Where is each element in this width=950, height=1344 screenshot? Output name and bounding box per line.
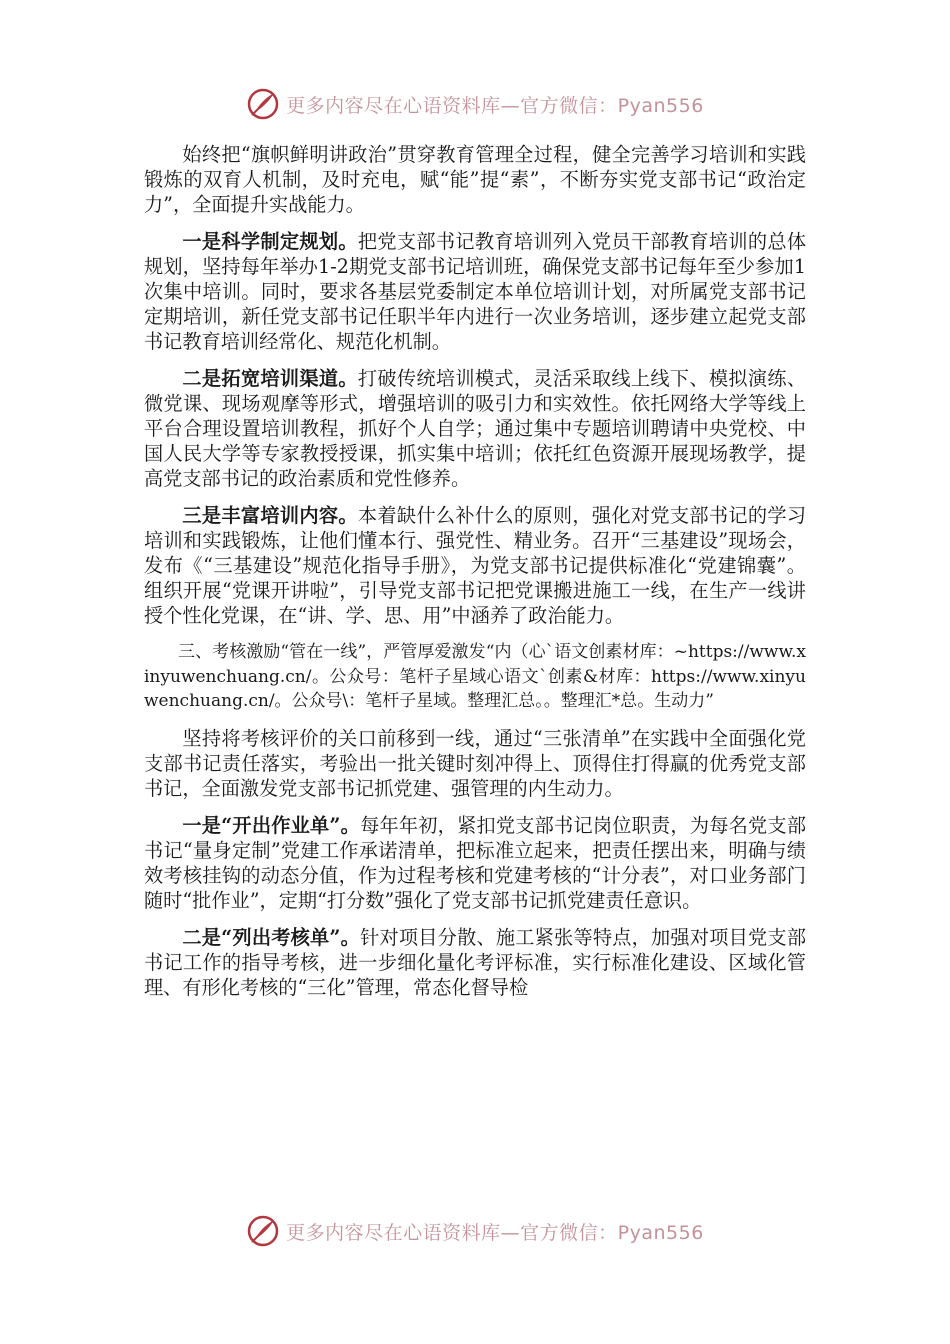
paragraph-lead: 二是“列出考核单”。 (182, 925, 361, 949)
paragraph-lead: 三是丰富培训内容。 (182, 504, 358, 527)
quill-logo-icon (246, 87, 280, 121)
document-body (144, 142, 806, 1012)
header-banner (0, 84, 950, 124)
section-heading-3: 三、考核激励“管在一线”，严管厚爱激发“内（心`语文创素材库：~https://www.xinyuwenchuang.cn/。公众号：笔杆子星域心语文`创素&材库：https://www.xinyuwenchuang.cn/。公众号\：笔杆子星域。整理汇总。。整理汇*总。生动力” (144, 642, 806, 711)
paragraph-1: 始终把“旗帜鲜明讲政治”贯穿教育管理全过程，健全完善学习培训和实践锻炼的双育人机制，及时充电，赋“能”提“素”，不断夯实党支部书记“政治定力”，全面提升实战能力。 (144, 143, 806, 216)
paragraph-lead: 一是科学制定规划。 (182, 230, 358, 253)
paragraph-lead: 一是“开出作业单”。 (182, 813, 361, 837)
banner-text: 更多内容尽在心语资料库—官方微信：Pyan556 (286, 1221, 704, 1244)
banner-text: 更多内容尽在心语资料库—官方微信：Pyan556 (286, 94, 704, 117)
paragraph-lead: 二是拓宽培训渠道。 (182, 367, 358, 390)
footer-banner (0, 1211, 950, 1251)
paragraph-2: 一是科学制定规划。把党支部书记教育培训列入党员干部教育培训的总体规划，坚持每年举办1-2期党支部书记培训班，确保党支部书记每年至少参加1次集中培训。同时，要求各基层党委制定本单位培训计划，对所属党支部书记定期培训，新任党支部书记任职半年内进行一次业务培训，逐步建立起党支部书记教育培训经常化、规范化机制。 (144, 230, 807, 353)
paragraph-6: 坚持将考核评价的关口前移到一线，通过“三张清单”在实践中全面强化党支部书记责任落实，考验出一批关键时刻冲得上、顶得住打得赢的优秀党支部书记，全面激发党支部书记抓党建、强管理的内生动力。 (144, 726, 806, 800)
paragraph-4: 三是丰富培训内容。本着缺什么补什么的原则，强化对党支部书记的学习培训和实践锻炼，让他们懂本行、强党性、精业务。召开“三基建设”现场会，发布《“三基建设”规范化指导手册》，为党支部书记提供标准化“党建锦囊”。组织开展“党课开讲啦”，引导党支部书记把党课搬进施工一线，在生产一线讲授个性化党课，在“讲、学、思、用”中涵养了政治能力。 (144, 504, 807, 627)
paragraph-3: 二是拓宽培训渠道。打破传统培训模式，灵活采取线上线下、模拟演练、微党课、现场观摩等形式，增强培训的吸引力和实效性。依托网络大学等线上平台合理设置培训教程，抓好个人自学；通过集中专题培训聘请中央党校、中国人民大学等专家教授授课，抓实集中培训；依托红色资源开展现场教学，提高党支部书记的政治素质和党性修养。 (144, 367, 807, 490)
paragraph-7: 一是“开出作业单”。每年年初，紧扣党支部书记岗位职责，为每名党支部书记“量身定制”党建工作承诺清单，把标准立起来，把责任摆出来，明确与绩效考核挂钩的动态分值，作为过程考核和党建考核的“计分表”，对口业务部门随时“批作业”，定期“打分数”强化了党支部书记抓党建责任意识。 (144, 813, 807, 912)
quill-logo-icon (246, 1214, 280, 1248)
paragraph-8: 二是“列出考核单”。针对项目分散、施工紧张等特点，加强对项目党支部书记工作的指导考核，进一步细化量化考评标准，实行标准化建设、区域化管理、有形化考核的“三化”管理，常态化督导检 (144, 925, 807, 999)
